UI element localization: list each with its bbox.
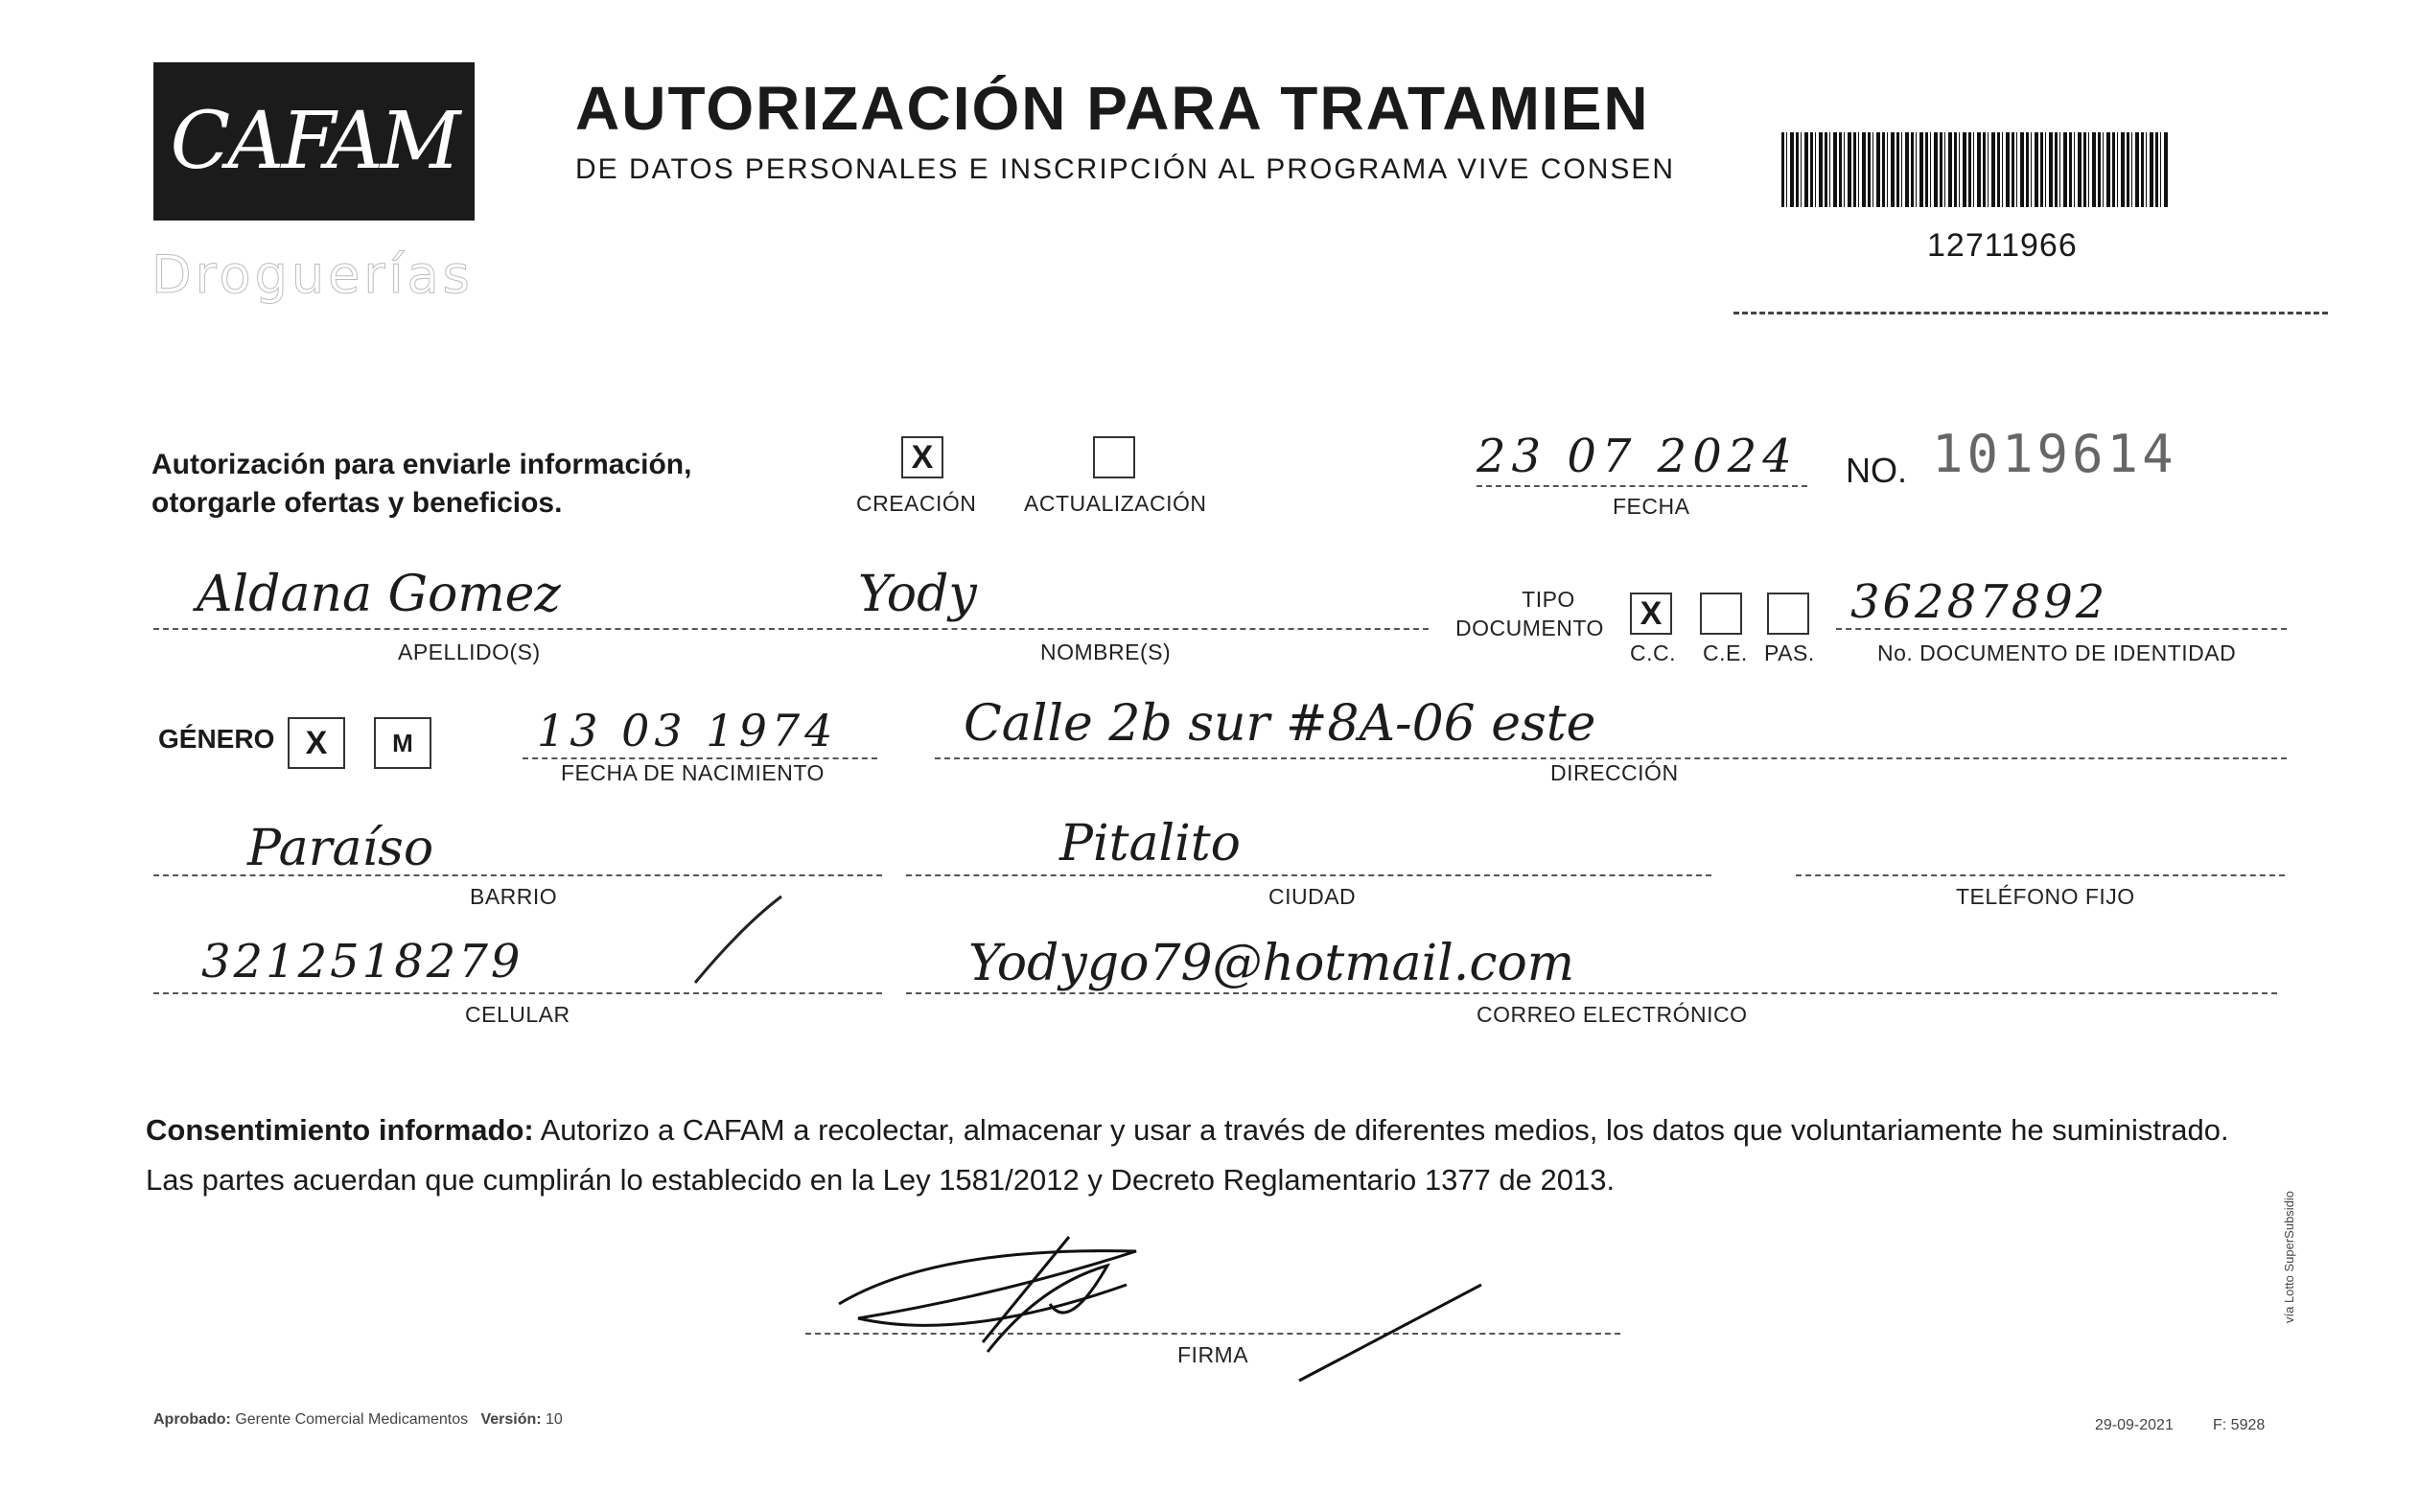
tipo-doc-label-1: TIPO (1522, 587, 1575, 612)
documento-label: No. DOCUMENTO DE IDENTIDAD (1877, 640, 2237, 665)
fecha-label: FECHA (1613, 494, 1690, 519)
logo-subtext: Droguerías (151, 244, 474, 305)
nacimiento-line (523, 757, 877, 759)
side-text: vía Lotto SuperSubsidio (2282, 1190, 2296, 1323)
footer-code: F: 5928 (2213, 1417, 2266, 1433)
actualizacion-checkbox[interactable] (1093, 436, 1135, 478)
celular-line (153, 992, 882, 994)
consent-paragraph (146, 1105, 2313, 1205)
actualizacion-label: ACTUALIZACIÓN (1024, 491, 1207, 516)
consent-line1 (146, 1105, 2313, 1155)
genero-f-checkbox[interactable]: X (288, 717, 345, 769)
celular-label: CELULAR (465, 1002, 570, 1027)
pas-label: PAS. (1764, 640, 1815, 665)
direccion-value[interactable]: Calle 2b sur #8A-06 este (964, 695, 1596, 753)
celular-value[interactable]: 3212518279 (201, 935, 523, 989)
direccion-line (935, 757, 2287, 759)
barcode (1781, 132, 2170, 207)
barrio-label: BARRIO (470, 884, 558, 909)
footer-date: 29-09-2021 (2095, 1417, 2174, 1433)
genero-label: GÉNERO (158, 724, 275, 754)
cc-label: C.C. (1630, 640, 1676, 665)
nacimiento-value[interactable]: 13 03 1974 (537, 705, 838, 756)
direccion-label: DIRECCIÓN (1550, 760, 1679, 785)
nacimiento-label: FECHA DE NACIMIENTO (561, 760, 825, 785)
footer-left (153, 1411, 563, 1429)
aprobado-label: Aprobado: (153, 1411, 231, 1428)
correo-value[interactable]: Yodygo79@hotmail.com (968, 935, 1575, 992)
nombre-label: NOMBRE(S) (1040, 640, 1172, 664)
auth-text-line2: otorgarle ofertas y beneficios. (151, 487, 563, 519)
correo-label: CORREO ELECTRÓNICO (1477, 1002, 1748, 1027)
version-label: Versión: (480, 1411, 542, 1428)
ciudad-line (906, 874, 1711, 876)
version-value: 10 (546, 1411, 563, 1428)
cafam-logo (153, 62, 475, 221)
ciudad-value[interactable]: Pitalito (1059, 815, 1241, 872)
creacion-label: CREACIÓN (856, 491, 977, 516)
nombre-value[interactable]: Yody (858, 566, 977, 623)
signature-scribble (820, 1227, 1491, 1390)
apellidos-label: APELLIDO(S) (398, 640, 541, 664)
no-label: NO. (1846, 451, 1908, 490)
no-value: 1019614 (1932, 424, 2177, 484)
firma-label: FIRMA (1177, 1342, 1249, 1367)
aprobado-value: Gerente Comercial Medicamentos (235, 1411, 469, 1428)
divider (1733, 312, 2328, 314)
telefono-label: TELÉFONO FIJO (1956, 884, 2135, 909)
auth-text (151, 446, 691, 523)
strike-mark (686, 887, 791, 992)
barrio-line (153, 874, 882, 876)
consent-line2: Las partes acuerdan que cumplirán lo establecido en la Ley 1581/2012 y Decreto Reglamentario 1377 de 2013. (146, 1163, 1616, 1197)
tipo-doc-label-2: DOCUMENTO (1455, 616, 1604, 640)
documento-line (1836, 628, 2287, 630)
barrio-value[interactable]: Paraíso (247, 820, 434, 877)
ce-label: C.E. (1703, 640, 1748, 665)
consent-text-1: Autorizo a CAFAM a recolectar, almacenar y usar a través de diferentes medios, los datos que voluntariamente he suministrado. (533, 1113, 2229, 1147)
document-subtitle: DE DATOS PERSONALES E INSCRIPCIÓN AL PROGRAMA VIVE CONSEN (575, 153, 1676, 185)
ciudad-label: CIUDAD (1268, 884, 1357, 909)
consent-heading: Consentimiento informado: (146, 1113, 534, 1147)
fecha-line (1477, 485, 1807, 487)
barcode-number: 12711966 (1927, 227, 2078, 264)
genero-m-checkbox[interactable]: M (374, 717, 431, 769)
document-title: AUTORIZACIÓN PARA TRATAMIEN (575, 74, 1650, 143)
cc-checkbox[interactable]: X (1630, 593, 1672, 635)
creacion-checkbox[interactable]: X (901, 436, 943, 478)
ce-checkbox[interactable] (1700, 593, 1742, 635)
logo-text: CAFAM (170, 96, 458, 187)
correo-line (906, 992, 2277, 994)
auth-text-line1: Autorización para enviarle información, (151, 449, 692, 480)
documento-value[interactable]: 36287892 (1850, 575, 2108, 629)
apellidos-value[interactable]: Aldana Gomez (197, 566, 561, 623)
name-line (153, 628, 1429, 630)
fecha-value[interactable]: 23 07 2024 (1477, 430, 1798, 483)
pas-checkbox[interactable] (1767, 593, 1809, 635)
telefono-line[interactable] (1796, 874, 2285, 876)
